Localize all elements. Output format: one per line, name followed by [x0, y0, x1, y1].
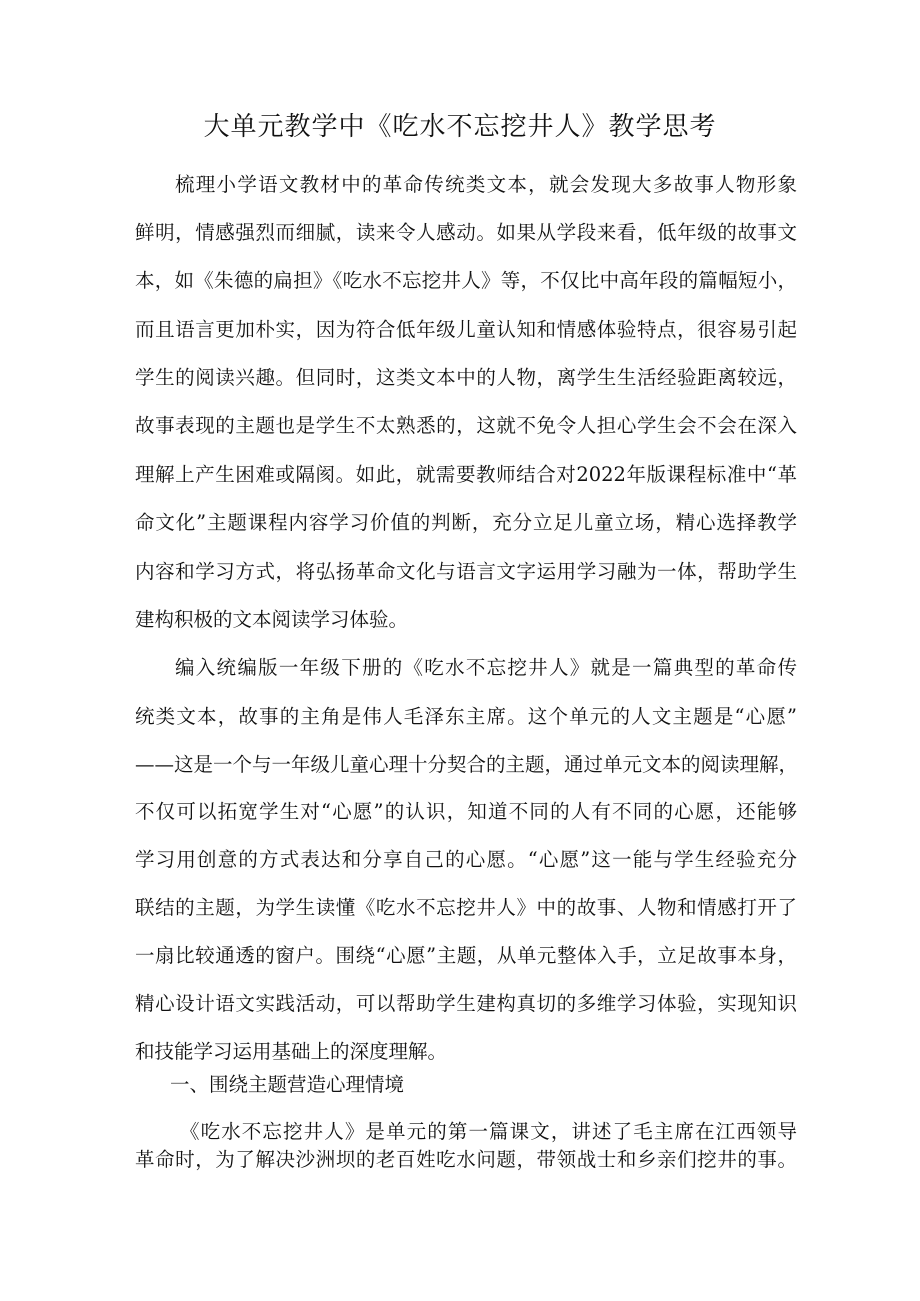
text-line: ——这是一个与一年级儿童心理十分契合的主题，通过单元文本的阅读理解，: [135, 753, 799, 776]
text-line: 故事表现的主题也是学生不太熟悉的，这就不免令人担心学生会不会在深入: [135, 414, 797, 437]
text-line: 编入统编版一年级下册的《吃水不忘挖井人》就是一篇典型的革命传: [175, 656, 797, 679]
text-line: 联结的主题，为学生读懂《吃水不忘挖井人》中的故事、人物和情感打开了: [135, 896, 797, 919]
text-line: 建构积极的文本阅读学习体验。: [135, 608, 409, 631]
text-line: 学习用创意的方式表达和分享自己的心愿。“心愿”这一能与学生经验充分: [135, 848, 797, 871]
text-line: 《吃水不忘挖井人》是单元的第一篇课文，讲述了毛主席在江西领导: [180, 1120, 797, 1143]
text-line: 内容和学习方式，将弘扬革命文化与语言文字运用学习融为一体，帮助学生: [135, 560, 797, 583]
text-line: 不仅可以拓宽学生对“心愿”的认识，知道不同的人有不同的心愿，还能够: [135, 800, 797, 823]
text-line: 一扇比较通透的窗户。围绕“心愿”主题，从单元整体入手，立足故事本身，: [135, 944, 797, 967]
document-title: 大单元教学中《吃水不忘挖井人》教学思考: [203, 112, 717, 142]
text-line: 理解上产生困难或隔阂。如此，就需要教师结合对2022年版课程标准中“革: [135, 463, 797, 486]
text-line: 统类文本，故事的主角是伟人毛泽东主席。这个单元的人文主题是“心愿”: [135, 705, 797, 728]
text-line: 学生的阅读兴趣。但同时，这类文本中的人物，离学生生活经验距离较远，: [135, 366, 797, 389]
text-line: 本，如《朱德的扁担》《吃水不忘挖井人》等，不仅比中高年段的篇幅短小，: [135, 269, 797, 292]
text-line: 命文化”主题课程内容学习价值的判断，充分立足儿童立场，精心选择教学: [135, 511, 797, 534]
text-line: 鲜明，情感强烈而细腻，读来令人感动。如果从学段来看，低年级的故事文: [135, 221, 797, 244]
text-line: 革命时，为了解决沙洲坝的老百姓吃水问题，带领战士和乡亲们挖井的事。: [135, 1148, 797, 1171]
text-line: 和技能学习运用基础上的深度理解。: [135, 1040, 448, 1063]
text-line: 精心设计语文实践活动，可以帮助学生建构真切的多维学习体验，实现知识: [135, 992, 797, 1015]
text-line: 梳理小学语文教材中的革命传统类文本，就会发现大多故事人物形象: [175, 173, 797, 196]
section-heading: 一、围绕主题营造心理情境: [170, 1073, 405, 1096]
text-line: 而且语言更加朴实，因为符合低年级儿童认知和情感体验特点，很容易引起: [135, 318, 797, 341]
